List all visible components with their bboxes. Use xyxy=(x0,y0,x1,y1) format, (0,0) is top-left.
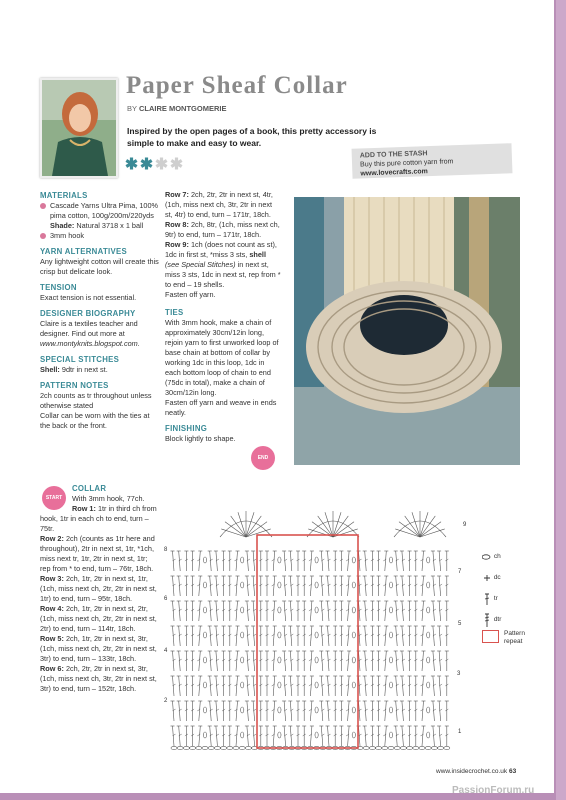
materials-heading: MATERIALS xyxy=(40,191,88,200)
yarn-alternatives-heading: YARN ALTERNATIVES xyxy=(40,247,127,256)
legend-dc: dc xyxy=(493,574,501,581)
difficulty-rating xyxy=(125,157,187,170)
collar-section: COLLAR With 3mm hook, 77ch. Row 1: 1tr in third ch from hook, 1tr in each ch to end, turn – 75tr. Row 2: 2ch (counts as 1tr here and throughout), 2tr in next st, 1tr, *1ch, miss next tr, 1tr, 2tr in next st, 1tr; rep from * to end, turn – 76tr, 18ch. Row 3: 2ch, 1tr, 2tr in next st, 1tr, (1ch, miss next ch, 2tr, 2tr in next st, 1tr) to end, turn – 95tr, 18ch. Row 4: 2ch, 1tr, 2tr in next st, 2tr, (1ch, miss next ch, 2tr, 2tr in next st, 2tr) to end, turn – 114tr, 18ch. Row 5: 2ch, 1tr, 2tr in next st, 3tr, (1ch, miss next ch, 2tr, 2tr in next st, 3tr) to end, turn – 133tr, 18ch. Row 6: 2ch, 2tr, 2tr in next st, 3tr, (1ch, miss next ch, 3tr, 2tr in next st, 3tr) to end, turn – 152tr, 18ch. xyxy=(40,484,160,694)
end-badge: END xyxy=(251,446,275,470)
finishing-heading: FINISHING xyxy=(165,424,208,433)
collar-photo xyxy=(294,197,520,465)
row-label: 5 xyxy=(458,621,462,627)
left-column: MATERIALS Cascade Yarns Ultra Pima, 100% pima cotton, 100g/200m/220yds Shade: Natural 3718 x 1 ball 3mm hook YARN ALTERNATIVES Any lightweight cotton will create this crisp but delicate look. TENSION Exact tension is not essential. DESIGNER BIOGRAPHY Claire is a textiles teacher and designer. Find out more at www.montyknits.blogspot.com. SPECIAL STITCHES Shell: 9dtr in next st. PATTERN NOTES 2ch counts as tr throughout unless otherwise stated Collar can be worn with the ties at the back or the front. xyxy=(40,191,159,430)
bullet-icon xyxy=(40,203,46,209)
row-label: 4 xyxy=(164,648,168,654)
ties-heading: TIES xyxy=(165,308,184,317)
legend-ch: ch xyxy=(493,553,501,560)
stash-title: ADD TO THE STASH xyxy=(359,150,428,160)
legend-dtr: dtr xyxy=(493,616,502,623)
collar-heading: COLLAR xyxy=(72,484,107,493)
row-label: 6 xyxy=(164,596,168,602)
star-icon xyxy=(141,158,153,170)
row-label: 9 xyxy=(463,522,467,528)
chart-legend xyxy=(482,546,534,660)
legend-repeat: Pattern repeat xyxy=(504,630,525,645)
crochet-chart xyxy=(158,507,500,755)
bullet-icon xyxy=(40,233,46,239)
row-label: 7 xyxy=(458,569,462,575)
designer-link[interactable]: www.montyknits.blogspot.com. xyxy=(40,339,140,348)
row-label: 3 xyxy=(457,671,461,677)
intro-text: Inspired by the open pages of a book, this pretty accessory is simple to make and easy to wear. xyxy=(127,126,377,148)
designer-photo xyxy=(40,78,118,178)
page-footer: www.insidecrochet.co.uk 63 xyxy=(436,768,517,775)
start-badge: START xyxy=(42,486,66,510)
legend-tr: tr xyxy=(493,595,498,602)
byline: BY CLAIRE MONTGOMERIE xyxy=(127,104,227,113)
pattern-notes-heading: PATTERN NOTES xyxy=(40,381,109,390)
biography-heading: DESIGNER BIOGRAPHY xyxy=(40,309,136,318)
watermark: PassionForum.ru xyxy=(452,785,535,796)
tension-heading: TENSION xyxy=(40,283,77,292)
special-stitches-heading: SPECIAL STITCHES xyxy=(40,355,120,364)
stash-url[interactable]: www.lovecrafts.com xyxy=(360,168,428,178)
row-label: 8 xyxy=(164,547,168,553)
article-title: Paper Sheaf Collar xyxy=(126,72,348,99)
page-edge xyxy=(556,0,566,800)
row-label: 2 xyxy=(164,698,168,704)
stash-box xyxy=(352,143,513,179)
row-label: 1 xyxy=(458,729,462,735)
star-icon xyxy=(171,158,183,170)
repeat-swatch xyxy=(482,630,499,643)
star-icon xyxy=(156,158,168,170)
middle-column: Row 7: 2ch, 2tr, 2tr in next st, 4tr, (1ch, miss next ch, 3tr, 2tr in next st, 4tr) to end, turn – 171tr, 18ch. Row 8: 2ch, 8tr, (1ch, miss next ch, 9tr) to end, turn – 171tr, 18ch. Row 9: 1ch (does not count as st), 1dc in first st, *miss 3 sts, shell (see Special Stitches) in next st, miss 3 sts, 1dc in next st, rep from * to end – 19 shells. Fasten off yarn. TIES With 3mm hook, make a chain of approximately 30cm/12in long, rejoin yarn to first unworked loop of base chain at bottom of collar by working 1dc in this loop, 1dc in each bottom loop of chain to end (75dc in total), make a chain of 30cm/12in long. Fasten off yarn and weave in ends neatly. FINISHING Block lightly to shape. xyxy=(165,190,281,443)
stash-text: Buy this pure cotton yarn from xyxy=(359,158,454,169)
star-icon xyxy=(126,158,138,170)
